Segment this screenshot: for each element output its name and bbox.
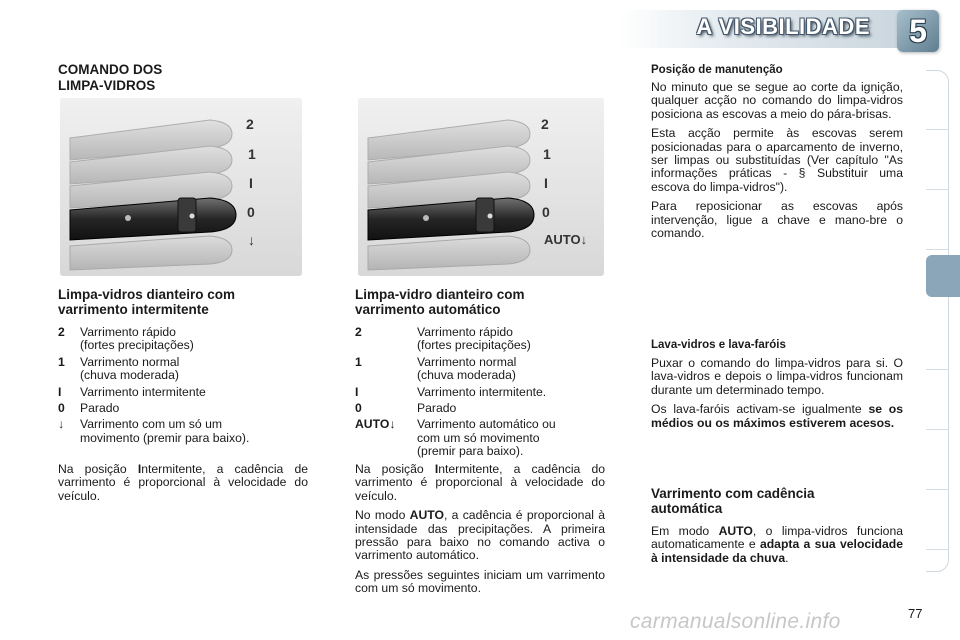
- paragraph-maintenance: No minuto que se segue ao corte da ignição, qualquer acção no comando do limpa-vidros posiciona as escovas a meio do pára-brisas. Esta acção permite às escovas serem posicionadas para o aparcamento de inverno, ser limpas ou substituídas (Ver capítulo "As informações práticas - § Substituir uma escova do limpa-vidros"). Para reposicionar as escovas após intervenção, ligue a chave e mano-bre o comando.: [651, 80, 903, 241]
- chapter-badge: 5: [897, 10, 939, 52]
- stalk-label-normal: 1: [543, 146, 551, 162]
- subtitle-automatic: Limpa-vidro dianteiro com varrimento automático: [355, 287, 525, 317]
- legend-row: I Varrimento intermitente.: [355, 384, 547, 399]
- legend-row: 0 Parado: [355, 401, 457, 416]
- title-maintenance-position: Posição de manutenção: [651, 64, 783, 76]
- stalk-label-single: ↓: [248, 232, 255, 248]
- legend-row: ↓ Varrimento com um só um movimento (premir para baixo).: [58, 417, 250, 445]
- side-tab-divider: [926, 429, 948, 430]
- stalk-label-auto: AUTO↓: [544, 232, 588, 247]
- stalk-label-off: 0: [542, 204, 550, 220]
- side-tab-divider: [926, 549, 948, 550]
- paragraph-intermittent: Na posição Intermitente, a cadência de varrimento é proporcional à velocidade do veículo.: [58, 462, 309, 503]
- legend-row: AUTO↓ Varrimento automático ou com um só movimento (premir para baixo).: [355, 417, 556, 459]
- side-tab-active[interactable]: [926, 255, 960, 297]
- title-washers: Lava-vidros e lava-faróis: [651, 339, 786, 351]
- paragraph-auto-cadence: Em modo AUTO, o limpa-vidros funciona automaticamente e adapta a sua velocidade à intensidade da chuva.: [651, 524, 903, 565]
- side-tab-divider: [926, 129, 948, 130]
- legend-row: 2 Varrimento rápido (fortes precipitações): [355, 325, 531, 353]
- paragraph-washers: Puxar o comando do limpa-vidros para si. O lava-vidros e depois o limpa-vidros funcionam durante um determinado tempo. Os lava-faróis activam-se igualmente se os médios ou os máximos estiverem acesos.: [651, 356, 903, 430]
- side-tab-divider: [926, 489, 948, 490]
- wiper-stalk-image-auto: [358, 98, 604, 276]
- side-tab-divider: [926, 189, 948, 190]
- stalk-label-fast: 2: [246, 116, 254, 132]
- page-number: 77: [908, 606, 923, 621]
- side-tab-strip: [926, 70, 949, 572]
- wiper-stalk-image-intermittent: [60, 98, 302, 276]
- legend-row: 2 Varrimento rápido (fortes precipitações): [58, 325, 194, 353]
- watermark: carmanualsonline.info: [630, 610, 841, 633]
- paragraph-automatic: Na posição Intermitente, a cadência do varrimento é proporcional à velocidade do veículo. No modo AUTO, a cadência é proporcional à intensidade das precipitações. A primeira pressão para baixo no comando activa o varrimento automático. As pressões seguintes iniciam um varrimento com um só movimento.: [355, 462, 606, 596]
- legend-automatic: [355, 326, 605, 462]
- stalk-label-off: 0: [247, 204, 255, 220]
- subtitle-intermittent: Limpa-vidros dianteiro com varrimento intermitente: [58, 287, 236, 317]
- subtitle-auto-cadence: Varrimento com cadência automática: [651, 486, 815, 516]
- legend-row: I Varrimento intermitente: [58, 384, 206, 399]
- legend-row: 1 Varrimento normal (chuva moderada): [355, 354, 517, 383]
- stalk-label-intermittent: I: [249, 175, 253, 191]
- legend-row: 1 Varrimento normal (chuva moderada): [58, 354, 180, 383]
- stalk-label-normal: 1: [248, 146, 256, 162]
- stalk-label-intermittent: I: [544, 175, 548, 191]
- stalk-label-fast: 2: [541, 116, 549, 132]
- legend-intermittent: [58, 326, 308, 448]
- side-tab-divider: [926, 249, 948, 250]
- page-title: A VISIBILIDADE: [696, 14, 870, 39]
- legend-row: 0 Parado: [58, 401, 120, 416]
- side-tab-divider: [926, 369, 948, 370]
- section-title-wiper-control: COMANDO DOS LIMPA-VIDROS: [58, 62, 163, 93]
